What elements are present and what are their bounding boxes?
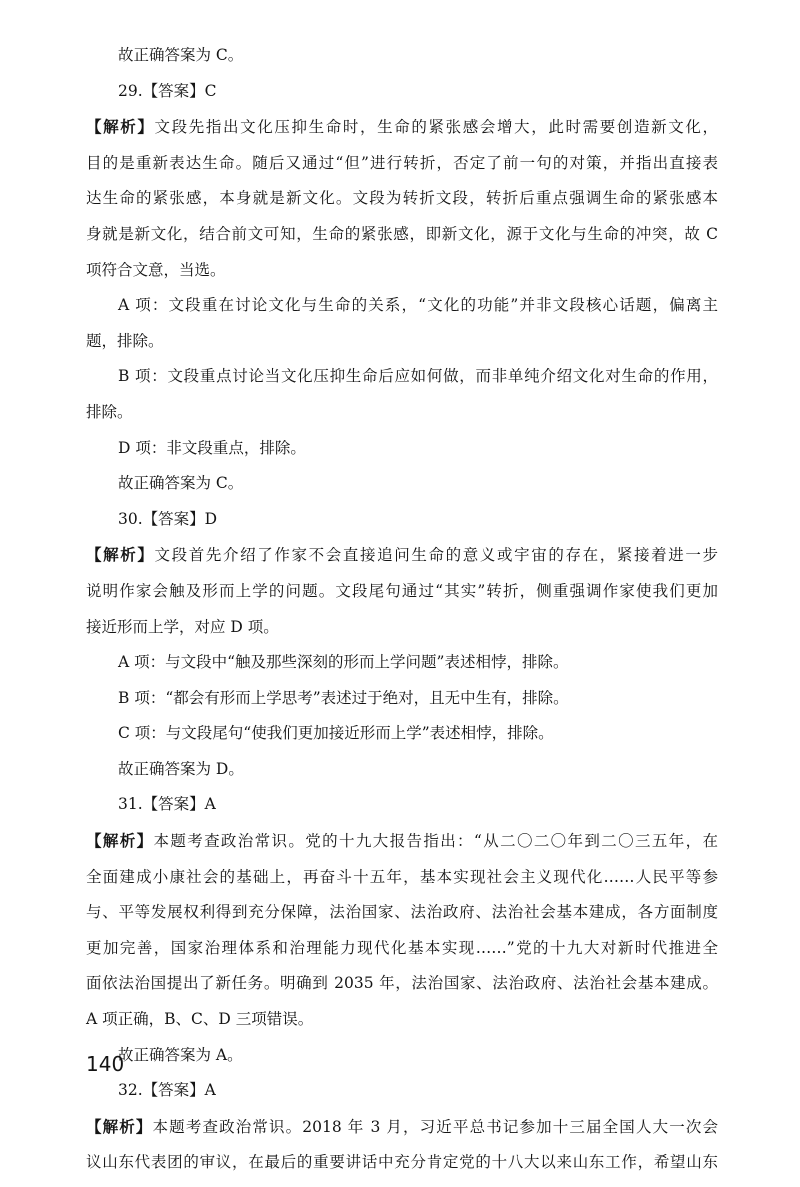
line-text: 更加完善，国家治理体系和治理能力现代化基本实现……”党的十九大对新时代推进全 (86, 938, 718, 957)
analysis-paragraph (86, 543, 718, 638)
line-text: 本题考查政治常识。2018 年 3 月，习近平总书记参加十三届全国人大一次会 (152, 1117, 718, 1136)
line-text: A 项正确，B、C、D 三项错误。 (86, 1010, 314, 1029)
text-paragraph (86, 437, 718, 460)
text-paragraph (86, 80, 718, 103)
text-paragraph (86, 758, 718, 781)
text-line (86, 758, 718, 781)
text-line (86, 543, 718, 567)
line-text: 故正确答案为 C。 (118, 46, 244, 64)
text-line (86, 1115, 718, 1139)
line-text: B 项：文段重点讨论当文化压抑生命后应如何做，而非单纯介绍文化对生命的作用， (118, 367, 718, 386)
line-text: 目的是重新表达生命。随后又通过“但”进行转折，否定了前一句的对策，并指出直接表 (86, 153, 718, 172)
text-line (86, 793, 718, 816)
page-body (86, 44, 718, 1187)
line-text: 故正确答案为 C。 (118, 474, 244, 493)
text-line (86, 472, 718, 495)
text-line (86, 365, 718, 388)
text-line (86, 508, 718, 531)
line-text: C 项：与文段尾句“使我们更加接近形而上学”表述相悖，排除。 (118, 724, 554, 743)
text-line (86, 829, 718, 853)
text-paragraph (86, 508, 718, 531)
text-line (86, 1079, 718, 1102)
line-text: B 项：“都会有形而上学思考”表述过于绝对，且无中生有，排除。 (118, 688, 569, 707)
text-paragraph (86, 722, 718, 745)
line-text: 本题考查政治常识。党的十九大报告指出：“从二〇二〇年到二〇三五年，在 (153, 832, 718, 851)
text-line (86, 187, 718, 210)
line-text: 故正确答案为 D。 (118, 759, 244, 778)
analysis-label: 【解析】 (86, 831, 154, 851)
line-text: 身就是新文化，结合前文可知，生命的紧张感，即新文化，源于文化与生命的冲突，故 C (86, 224, 718, 243)
text-line (86, 294, 718, 317)
line-text: 文段先指出文化压抑生命时，生命的紧张感会增大，此时需要创造新文化， (154, 118, 718, 137)
line-text: 29.【答案】C (118, 81, 217, 100)
text-line (86, 152, 718, 175)
text-paragraph (86, 793, 718, 816)
text-line (86, 616, 718, 639)
text-paragraph (86, 1079, 718, 1102)
text-line (86, 1151, 718, 1174)
line-text: 说明作家会触及形而上学的问题。文段尾句通过“其实”转折，侧重强调作家使我们更加 (86, 581, 718, 600)
page-number: 140 (86, 1052, 125, 1076)
text-line (86, 651, 718, 674)
line-text: 30.【答案】D (118, 509, 218, 528)
text-paragraph (86, 365, 718, 424)
text-line (86, 580, 718, 603)
text-paragraph (86, 687, 718, 710)
line-text: 排除。 (86, 402, 133, 421)
analysis-paragraph (86, 115, 718, 281)
analysis-label: 【解析】 (86, 1116, 153, 1136)
text-line (86, 687, 718, 710)
analysis-paragraph (86, 829, 718, 1031)
text-paragraph (86, 294, 718, 353)
text-line (86, 937, 718, 960)
line-text: 达生命的紧张感，本身就是新文化。文段为转折文段，转折后重点强调生命的紧张感本 (86, 189, 718, 208)
text-line (86, 80, 718, 103)
text-line (86, 259, 718, 282)
line-text: 31.【答案】A (118, 795, 216, 814)
line-text: A 项：与文段中“触及那些深刻的形而上学问题”表述相悖，排除。 (118, 653, 569, 672)
text-line (86, 1044, 718, 1067)
line-text: 32.【答案】A (118, 1081, 216, 1100)
text-line (86, 330, 718, 353)
line-text: A 项：文段重在讨论文化与生命的关系，“文化的功能”并非文段核心话题，偏离主 (118, 296, 718, 315)
analysis-label: 【解析】 (86, 117, 155, 137)
text-paragraph (86, 1044, 718, 1067)
text-line (86, 437, 718, 460)
text-line (86, 866, 718, 889)
text-line (86, 901, 718, 924)
text-line (86, 115, 718, 139)
line-text: 项符合文意，当选。 (86, 260, 226, 279)
text-line (86, 401, 718, 424)
line-text: 全面建成小康社会的基础上，再奋斗十五年，基本实现社会主义现代化……人民平等参 (86, 867, 718, 886)
text-line (86, 44, 718, 67)
text-line (86, 1008, 718, 1031)
line-text: D 项：非文段重点，排除。 (118, 438, 306, 457)
line-text: 故正确答案为 A。 (118, 1045, 243, 1064)
line-text: 题，排除。 (86, 331, 164, 350)
line-text: 接近形而上学，对应 D 项。 (86, 617, 279, 636)
analysis-paragraph (86, 1115, 718, 1175)
analysis-label: 【解析】 (86, 545, 155, 565)
line-text: 面依法治国提出了新任务。明确到 2035 年，法治国家、法治政府、法治社会基本建成。 (86, 974, 718, 993)
line-text: 与、平等发展权利得到充分保障，法治国家、法治政府、法治社会基本建成，各方面制度 (86, 903, 718, 922)
line-text: 文段首先介绍了作家不会直接追问生命的意义或宇宙的存在，紧接着进一步 (154, 546, 718, 565)
text-line (86, 722, 718, 745)
line-text: 议山东代表团的审议，在最后的重要讲话中充分肯定党的十八大以来山东工作，希望山东 (86, 1153, 718, 1172)
text-line (86, 223, 718, 246)
text-paragraph (86, 472, 718, 495)
text-line (86, 972, 718, 995)
text-paragraph (86, 44, 718, 67)
text-paragraph (86, 651, 718, 674)
